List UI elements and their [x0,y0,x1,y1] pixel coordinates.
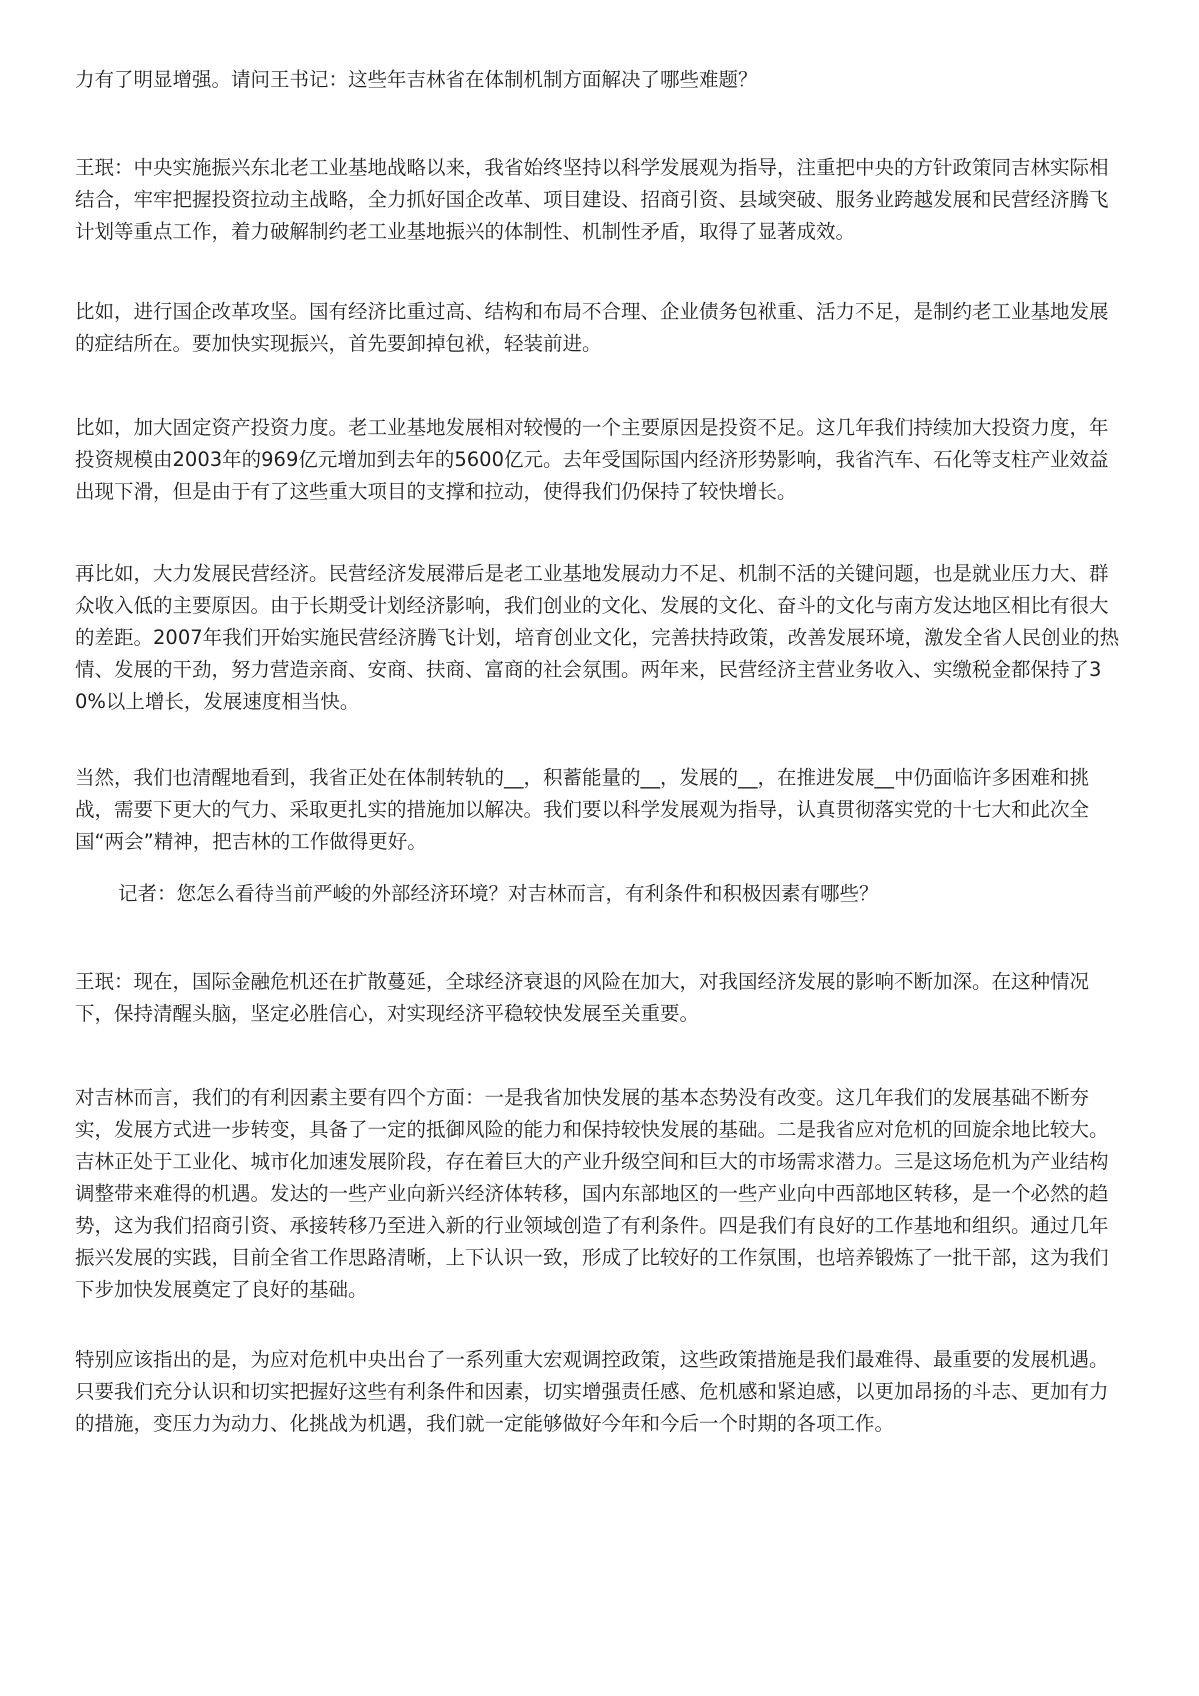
paragraph-policy-opportunity: 特别应该指出的是，为应对危机中央出台了一系列重大宏观调控政策，这些政策措施是我们最难得、最重要的发展机遇。只要我们充分认识和切实把握好这些有利条件和因素，切实增强责任感、危机感和紧迫感，以更加昂扬的斗志、更加有力的措施，变压力为动力、化挑战为机遇，我们就一定能够做好今年和今后一个时期的各项工作。 [75,1348,1109,1435]
paragraph-challenges: 当然，我们也清醒地看到，我省正处在体制转轨的__，积蓄能量的__，发展的__，在推进发展__中仍面临许多困难和挑战，需要下更大的气力、采取更扎实的措施加以解决。我们要以科学发展观为指导，认真贯彻落实党的十七大和此次全国“两会”精神，把吉林的工作做得更好。 [75,766,1090,853]
paragraph-private-economy: 再比如，大力发展民营经济。民营经济发展滞后是老工业基地发展动力不足、机制不活的关键问题，也是就业压力大、群众收入低的主要原因。由于长期受计划经济影响，我们创业的文化、发展的文化、奋斗的文化与南方发达地区相比有很大的差距。2007年我们开始实施民营经济腾飞计划，培育创业文化，完善扶持政策，改善发展环境，激发全省人民创业的热情、发展的干劲，努力营造亲商、安商、扶商、富商的社会氛围。两年来，民营经济主营业务收入、实缴税金都保持了30%以上增长，发展速度相当快。 [75,562,1120,713]
paragraph-wang-answer-1: 王珉：中央实施振兴东北老工业基地战略以来，我省始终坚持以科学发展观为指导，注重把中央的方针政策同吉林实际相结合，牢牢把握投资拉动主战略，全力抓好国企改革、项目建设、招商引资、县域突破、服务业跨越发展和民营经济腾飞计划等重点工作，着力破解制约老工业基地振兴的体制性、机制性矛盾，取得了显著成效。 [75,156,1109,243]
paragraph-wang-answer-2: 王珉：现在，国际金融危机还在扩散蔓延，全球经济衰退的风险在加大，对我国经济发展的影响不断加深。在这种情况下，保持清醒头脑，坚定必胜信心，对实现经济平稳较快发展至关重要。 [75,970,1090,1025]
paragraph-reporter-question: 记者：您怎么看待当前严峻的外部经济环境？对吉林而言，有利条件和积极因素有哪些？ [118,882,879,905]
paragraph-favorable-factors: 对吉林而言，我们的有利因素主要有四个方面：一是我省加快发展的基本态势没有改变。这几年我们的发展基础不断夯实，发展方式进一步转变，具备了一定的抵御风险的能力和保持较快发展的基础。二是我省应对危机的回旋余地比较大。吉林正处于工业化、城市化加速发展阶段，存在着巨大的产业升级空间和巨大的市场需求潜力。三是这场危机为产业结构调整带来难得的机遇。发达的一些产业向新兴经济体转移，国内东部地区的一些产业向中西部地区转移，是一个必然的趋势，这为我们招商引资、承接转移乃至进入新的行业领域创造了有利条件。四是我们有良好的工作基地和组织。通过几年振兴发展的实践，目前全省工作思路清晰，上下认识一致，形成了比较好的工作氛围，也培养锻炼了一批干部，这为我们下步加快发展奠定了良好的基础。 [75,1086,1109,1301]
paragraph-fixed-investment: 比如，加大固定资产投资力度。老工业基地发展相对较慢的一个主要原因是投资不足。这几年我们持续加大投资力度，年投资规模由2003年的969亿元增加到去年的5600亿元。去年受国际国内经济形势影响，我省汽车、石化等支柱产业效益出现下滑，但是由于有了这些重大项目的支撑和拉动，使得我们仍保持了较快增长。 [75,416,1109,503]
paragraph-question-intro: 力有了明显增强。请问王书记：这些年吉林省在体制机制方面解决了哪些难题？ [75,68,758,91]
paragraph-soe-reform: 比如，进行国企改革攻坚。国有经济比重过高、结构和布局不合理、企业债务包袱重、活力不足，是制约老工业基地发展的症结所在。要加快实现振兴，首先要卸掉包袱，轻装前进。 [75,300,1109,355]
